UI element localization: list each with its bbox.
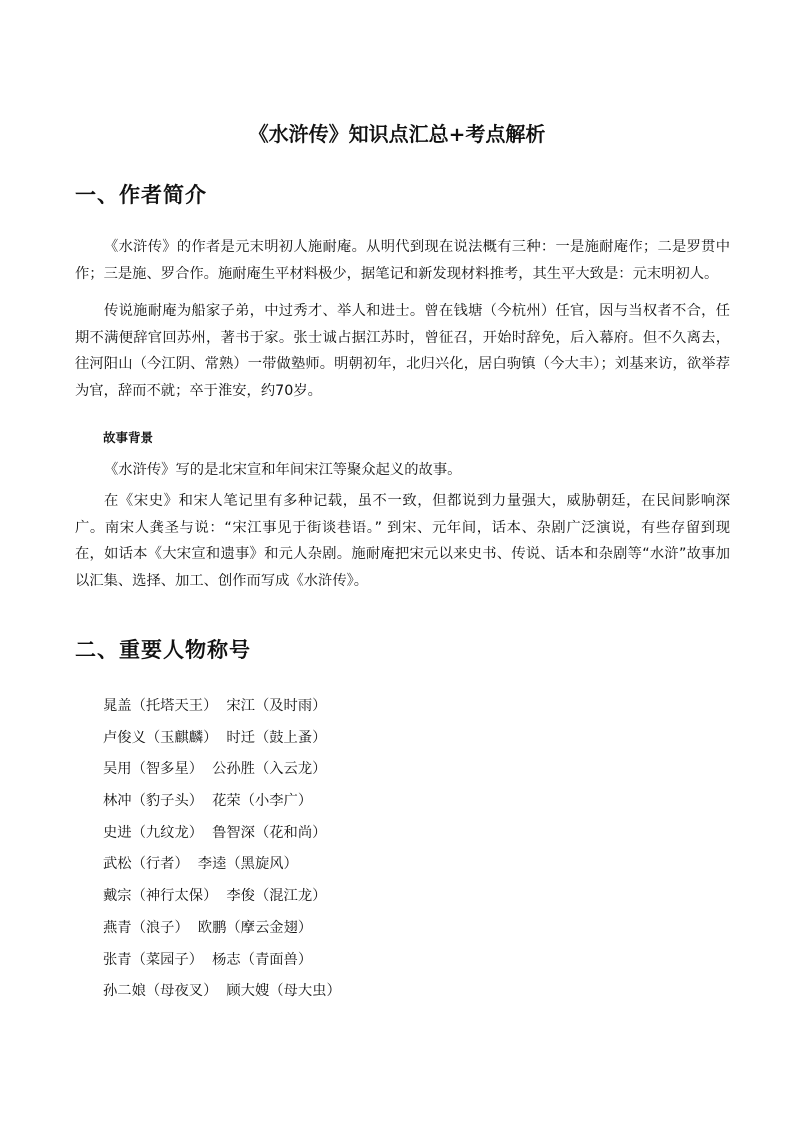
background-paragraph-1: 《水浒传》写的是北宋宣和年间宋江等聚众起义的故事。 [104,462,462,478]
list-item [103,820,341,852]
character-nickname-list [103,693,341,1010]
section-heading-characters: 二、重要人物称号 [75,637,251,662]
character-name: 李逵（黑旋风） [197,856,298,873]
list-item [103,725,341,757]
character-name: 吴用（智多星） [103,761,204,778]
character-name: 时迁（鼓上蚤） [226,729,327,746]
character-name: 杨志（青面兽） [212,951,313,968]
character-name: 花荣（小李广） [212,793,313,810]
character-name: 武松（行者） [103,856,189,873]
background-paragraph-2: 在《宋史》和宋人笔记里有多种记载，虽不一致，但都说到力量强大，威胁朝廷，在民间影响深广。南宋人龚圣与说：“宋江事见于街谈巷语。” 到宋、元年间，话本、杂剧广泛演说，有些存留到现在，如话本《大宋宣和遗事》和元人杂剧。施耐庵把宋元以来史书、传说、话本和杂剧等“水浒”故事加以汇集、选择、加工、创作而写成《水浒传》。 [75,493,730,589]
character-name: 燕青（浪子） [103,919,189,936]
list-item [103,883,341,915]
story-background-subheading: 故事背景 [103,430,154,445]
list-item [103,978,341,1010]
section-heading-author: 一、作者简介 [75,182,207,207]
character-name: 晁盖（托塔天王） [103,698,218,714]
list-item [103,915,341,947]
character-name: 孙二娘（母夜叉） [103,983,218,1000]
list-item [103,788,341,820]
character-name: 宋江（及时雨） [226,698,327,714]
list-item [103,693,341,725]
list-item [103,851,341,883]
character-name: 鲁智深（花和尚） [212,824,327,841]
character-name: 史进（九纹龙） [103,824,204,841]
author-paragraph-2: 传说施耐庵为船家子弟，中过秀才、举人和进士。曾在钱塘（今杭州）任官，因与当权者不合，任期不满便辞官回苏州，著书于家。张士诚占据江苏时，曾征召，开始时辞免，后入幕府。但不久离去，往河阳山（今江阴、常熟）一带做塾师。明朝初年，北归兴化，居白驹镇（今大丰）；刘基来访，欲举荐为官，辞而不就；卒于淮安，约70岁。 [75,303,730,399]
author-paragraph-1: 《水浒传》的作者是元末明初人施耐庵。从明代到现在说法概有三种：一是施耐庵作；二是罗贯中作；三是施、罗合作。施耐庵生平材料极少，据笔记和新发现材料推考，其生平大致是：元末明初人。 [75,239,730,282]
character-name: 顾大嫂（母大虫） [226,983,341,1000]
list-item [103,756,341,788]
character-name: 李俊（混江龙） [226,888,327,905]
character-name: 戴宗（神行太保） [103,888,218,905]
document-title: 《水浒传》知识点汇总+考点解析 [248,122,546,146]
character-name: 欧鹏（摩云金翅） [197,919,313,936]
character-name: 公孙胜（入云龙） [212,761,327,778]
character-name: 卢俊义（玉麒麟） [103,729,218,746]
character-name: 林冲（豹子头） [103,793,204,810]
list-item [103,947,341,979]
character-name: 张青（菜园子） [103,951,204,968]
